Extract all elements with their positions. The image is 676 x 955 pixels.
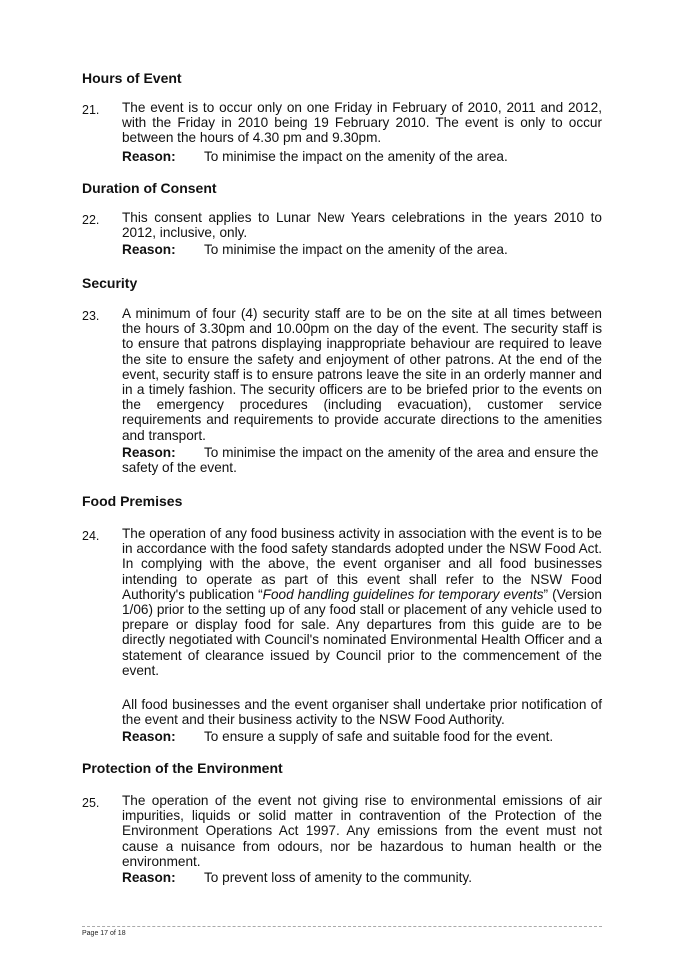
reason-text: To minimise the impact on the amenity of the area. [204,149,508,164]
clause-number-23: 23. [82,309,100,323]
heading-duration-of-consent: Duration of Consent [82,180,217,196]
publication-title: Food handling guidelines for temporary events [262,586,544,602]
clause-text-24-part2: ” (Version 1/06) prior to the setting up of any food stall or placement of any vehicle used to prepare or display food for sale. Any departures from this guide are to be directly negotiated with Council's nominated Environmental Health Officer and a statement of clearance issued by Council prior to the commencement of the event. [122,586,602,678]
heading-security: Security [82,275,138,291]
reason-25 [122,870,602,885]
reason-label: Reason: [122,149,176,164]
reason-label: Reason: [122,242,176,257]
reason-text: To ensure a supply of safe and suitable food for the event. [204,729,554,744]
page-number: Page 17 of 18 [82,930,126,937]
reason-label: Reason: [122,445,176,460]
clause-text-24-part1: The operation of any food business activity in association with the event is to be in accordance with the food safety standards adopted under the NSW Food Act. In complying with the above, the event organiser and all food businesses intending to operate as part of this event shall refer to the NSW Food Authority's publication “ [122,526,602,602]
reason-label: Reason: [122,729,176,744]
clause-text-21: The event is to occur only on one Friday in February of 2010, 2011 and 2012, with the Friday in 2010 being 19 February 2010. The event is only to occur between the hours of 4.30 pm and 9.30pm. [122,100,602,146]
footer-divider [82,926,602,927]
reason-text: To minimise the impact on the amenity of the area and ensure the safety of the event. [122,445,599,476]
clause-text-23: A minimum of four (4) security staff are to be on the site at all times between the hours of 3.30pm and 10.00pm on the day of the event. The security staff is to ensure that patrons displaying inappropriate behaviour are required to leave the site to ensure the safety and enjoyment of other patrons. At the end of the event, security staff is to ensure patrons leave the site in an orderly manner and in a timely fashion. The security officers are to be briefed prior to the events on the emergency procedures (including evacuation), customer service requirements and requirements to provide accurate directions to the amenities and transport. [122,306,602,443]
reason-22 [122,242,602,257]
reason-21 [122,149,602,164]
clause-text-25: The operation of the event not giving rise to environmental emissions of air impurities, liquids or solid matter in contravention of the Protection of the Environment Operations Act 1997. Any emissions from the event must not cause a nuisance from odours, nor be hazardous to human health or the environment. [122,793,602,869]
clause-number-22: 22. [82,213,100,227]
reason-23 [122,445,602,475]
clause-number-25: 25. [82,796,100,810]
heading-hours-of-event: Hours of Event [82,70,182,86]
clause-text-22: This consent applies to Lunar New Years celebrations in the years 2010 to 2012, inclusive, only. [122,210,602,241]
reason-text: To prevent loss of amenity to the community. [204,870,472,885]
clause-text-24-notification: All food businesses and the event organiser shall undertake prior notification of the event and their business activity to the NSW Food Authority. [122,697,602,728]
clause-number-24: 24. [82,529,100,543]
clause-text-24 [122,526,602,678]
heading-protection-of-environment: Protection of the Environment [82,760,283,776]
clause-number-21: 21. [82,103,100,117]
reason-label: Reason: [122,870,176,885]
heading-food-premises: Food Premises [82,493,183,509]
reason-text: To minimise the impact on the amenity of the area. [204,242,508,257]
reason-24 [122,729,602,744]
